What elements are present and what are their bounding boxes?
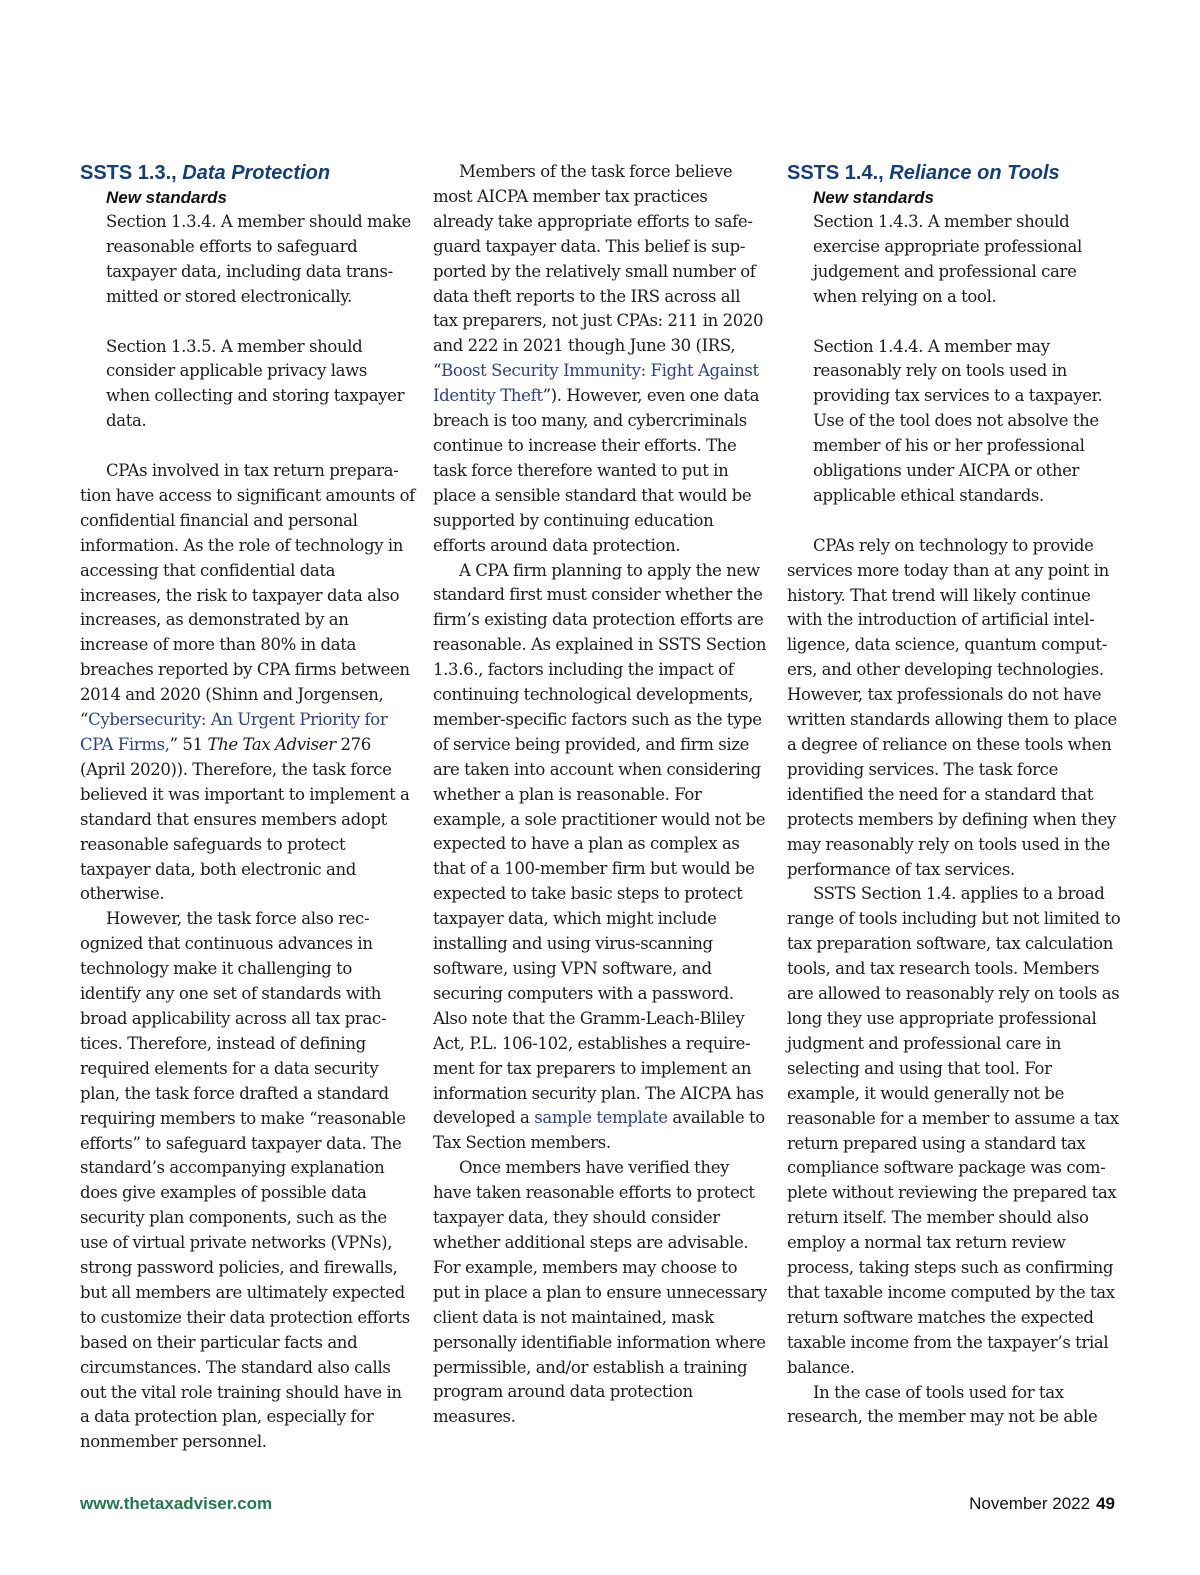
paragraph: In the case of tools used for tax research, the member may not be able — [787, 1382, 1098, 1427]
irs-identity-theft-link[interactable]: Boost Security Immunity: Fight Against Identity Theft — [433, 361, 759, 406]
standard-text: Section 1.3.4. A member should make reasonable efforts to safeguard taxpayer data, including data transmitted or stored electronically. — [106, 212, 411, 306]
column-right — [787, 160, 1122, 1430]
column-middle — [433, 160, 768, 1430]
paragraph: A CPA firm planning to apply the new standard first must consider whether the firm’s existing data protection efforts are reasonable. As explained in SSTS Section 1.3.6., factors including the impact of continuing technological developments, member-specific factors such as the type of service being provided, and firm size are taken into account when considering whether a plan is reasonable. For example, a sole practitioner would not be expected to have a plan as complex as that of a 100-member firm but would be expected to take basic steps to protect taxpayer data, which might include installing and using virus-scanning software, using VPN software, and securing computers with a password. Also note that the Gramm-Leach-Bliley Act, P.L. 106-102, establishes a requirement for tax preparers to implement an information security plan. The AICPA has developed a sample template available to Tax Section members. — [433, 560, 767, 1153]
issue-date: November 2022 — [969, 1494, 1091, 1513]
paragraph: Once members have verified they have taken reasonable efforts to protect taxpayer data, they should consider whether additional steps are advisable. For example, members may choose to put in place a plan to ensure unnecessary client data is not maintained, mask personally identifiable information where permissible, and/or establish a training program around data protection measures. — [433, 1158, 767, 1427]
body-text — [787, 534, 1122, 1431]
paragraph: CPAs rely on technology to provide services more today than at any point in history. That trend will likely continue with the introduction of artificial intelligence, data science, quantum computers, and other developing technologies. However, tax professionals do not have written standards allowing them to place a degree of reliance on these tools when providing services. The task force identified the need for a standard that protects members by defining when they may reasonably rely on tools used in the performance of tax services. — [787, 535, 1117, 879]
journal-title: The Tax Adviser — [207, 735, 336, 754]
cybersecurity-article-link[interactable]: Cybersecurity: An Urgent Priority for CPA Firms, — [80, 710, 388, 754]
column-left — [80, 160, 415, 1455]
footer-website-link[interactable]: www.thetaxadviser.com — [80, 1494, 273, 1513]
standards-box — [813, 210, 1122, 509]
paragraph: CPAs involved in tax return preparation have access to significant amounts of confidential financial and personal information. As the role of technology in accessing that confidential data increases, the risk to taxpayer data also increases, as demonstrated by an increase of more than 80% in data breaches reported by CPA firms between 2014 and 2020 (Shinn and Jorgensen, “Cybersecurity: An Urgent Priority for CPA Firms,” 51 The Tax Adviser 276 (April 2020)). Therefore, the task force believed it was important to implement a standard that ensures members adopt reasonable safeguards to protect taxpayer data, both electronic and otherwise. — [80, 461, 415, 904]
standards-box — [106, 210, 415, 434]
section-heading-data-protection: SSTS 1.3., Data Protection — [80, 162, 331, 184]
page-number: 49 — [1096, 1494, 1115, 1513]
paragraph: However, the task force also recognized that continuous advances in technology make it challenging to identify any one set of standards with broad applicability across all tax practices. Therefore, instead of defining required elements for a data security plan, the task force drafted a standard requiring members to make “reasonable efforts” to safeguard taxpayer data. The standard’s accompanying explanation does give examples of possible data security plan components, such as the use of virtual private networks (VPNs), strong password policies, and firewalls, but all members are ultimately expected to customize their data protection efforts based on their particular facts and circumstances. The standard also calls out the vital role training should have in a data protection plan, especially for nonmember personnel. — [80, 909, 410, 1452]
standard-text: Section 1.3.5. A member should consider applicable privacy laws when collecting and storing taxpayer data. — [106, 336, 405, 431]
body-text — [80, 459, 415, 1455]
standard-text: Section 1.4.4. A member may reasonably rely on tools used in providing tax services to a taxpayer. Use of the tool does not absolve the member of his or her professional obligations under AICPA or other applicable ethical standards. — [813, 336, 1103, 505]
sample-template-link[interactable]: sample template — [534, 1108, 668, 1128]
subheading-new-standards: New standards — [106, 188, 227, 207]
paragraph: Members of the task force believe most AICPA member tax practices already take appropriate efforts to safeguard taxpayer data. This belief is supported by the relatively small number of data theft reports to the IRS across all tax preparers, not just CPAs: 211 in 2020 and 222 in 2021 though June 30 (IRS, “Boost Security Immunity: Fight Against Identity Theft”). However, even one data breach is too many, and cybercriminals continue to increase their efforts. The task force therefore wanted to put in place a sensible standard that would be supported by continuing education efforts around data protection. — [433, 162, 764, 555]
subheading-new-standards: New standards — [813, 188, 934, 207]
footer-issue-info — [969, 1494, 1115, 1514]
paragraph: SSTS Section 1.4. applies to a broad range of tools including but not limited to tax preparation software, tax calculation tools, and tax research tools. Members are allowed to reasonably rely on tools as long they use appropriate professional judgment and professional care in selecting and using that tool. For example, it would generally not be reasonable for a member to assume a tax return prepared using a standard tax compliance software package was complete without reviewing the prepared tax return itself. The member should also employ a normal tax return review process, taking steps such as confirming that taxable income computed by the tax return software matches the expected taxable income from the taxpayer’s trial balance. — [787, 884, 1121, 1377]
standard-text: Section 1.4.3. A member should exercise appropriate professional judgement and professional care when relying on a tool. — [813, 212, 1082, 306]
section-heading-reliance-on-tools: SSTS 1.4., Reliance on Tools — [787, 162, 1060, 184]
